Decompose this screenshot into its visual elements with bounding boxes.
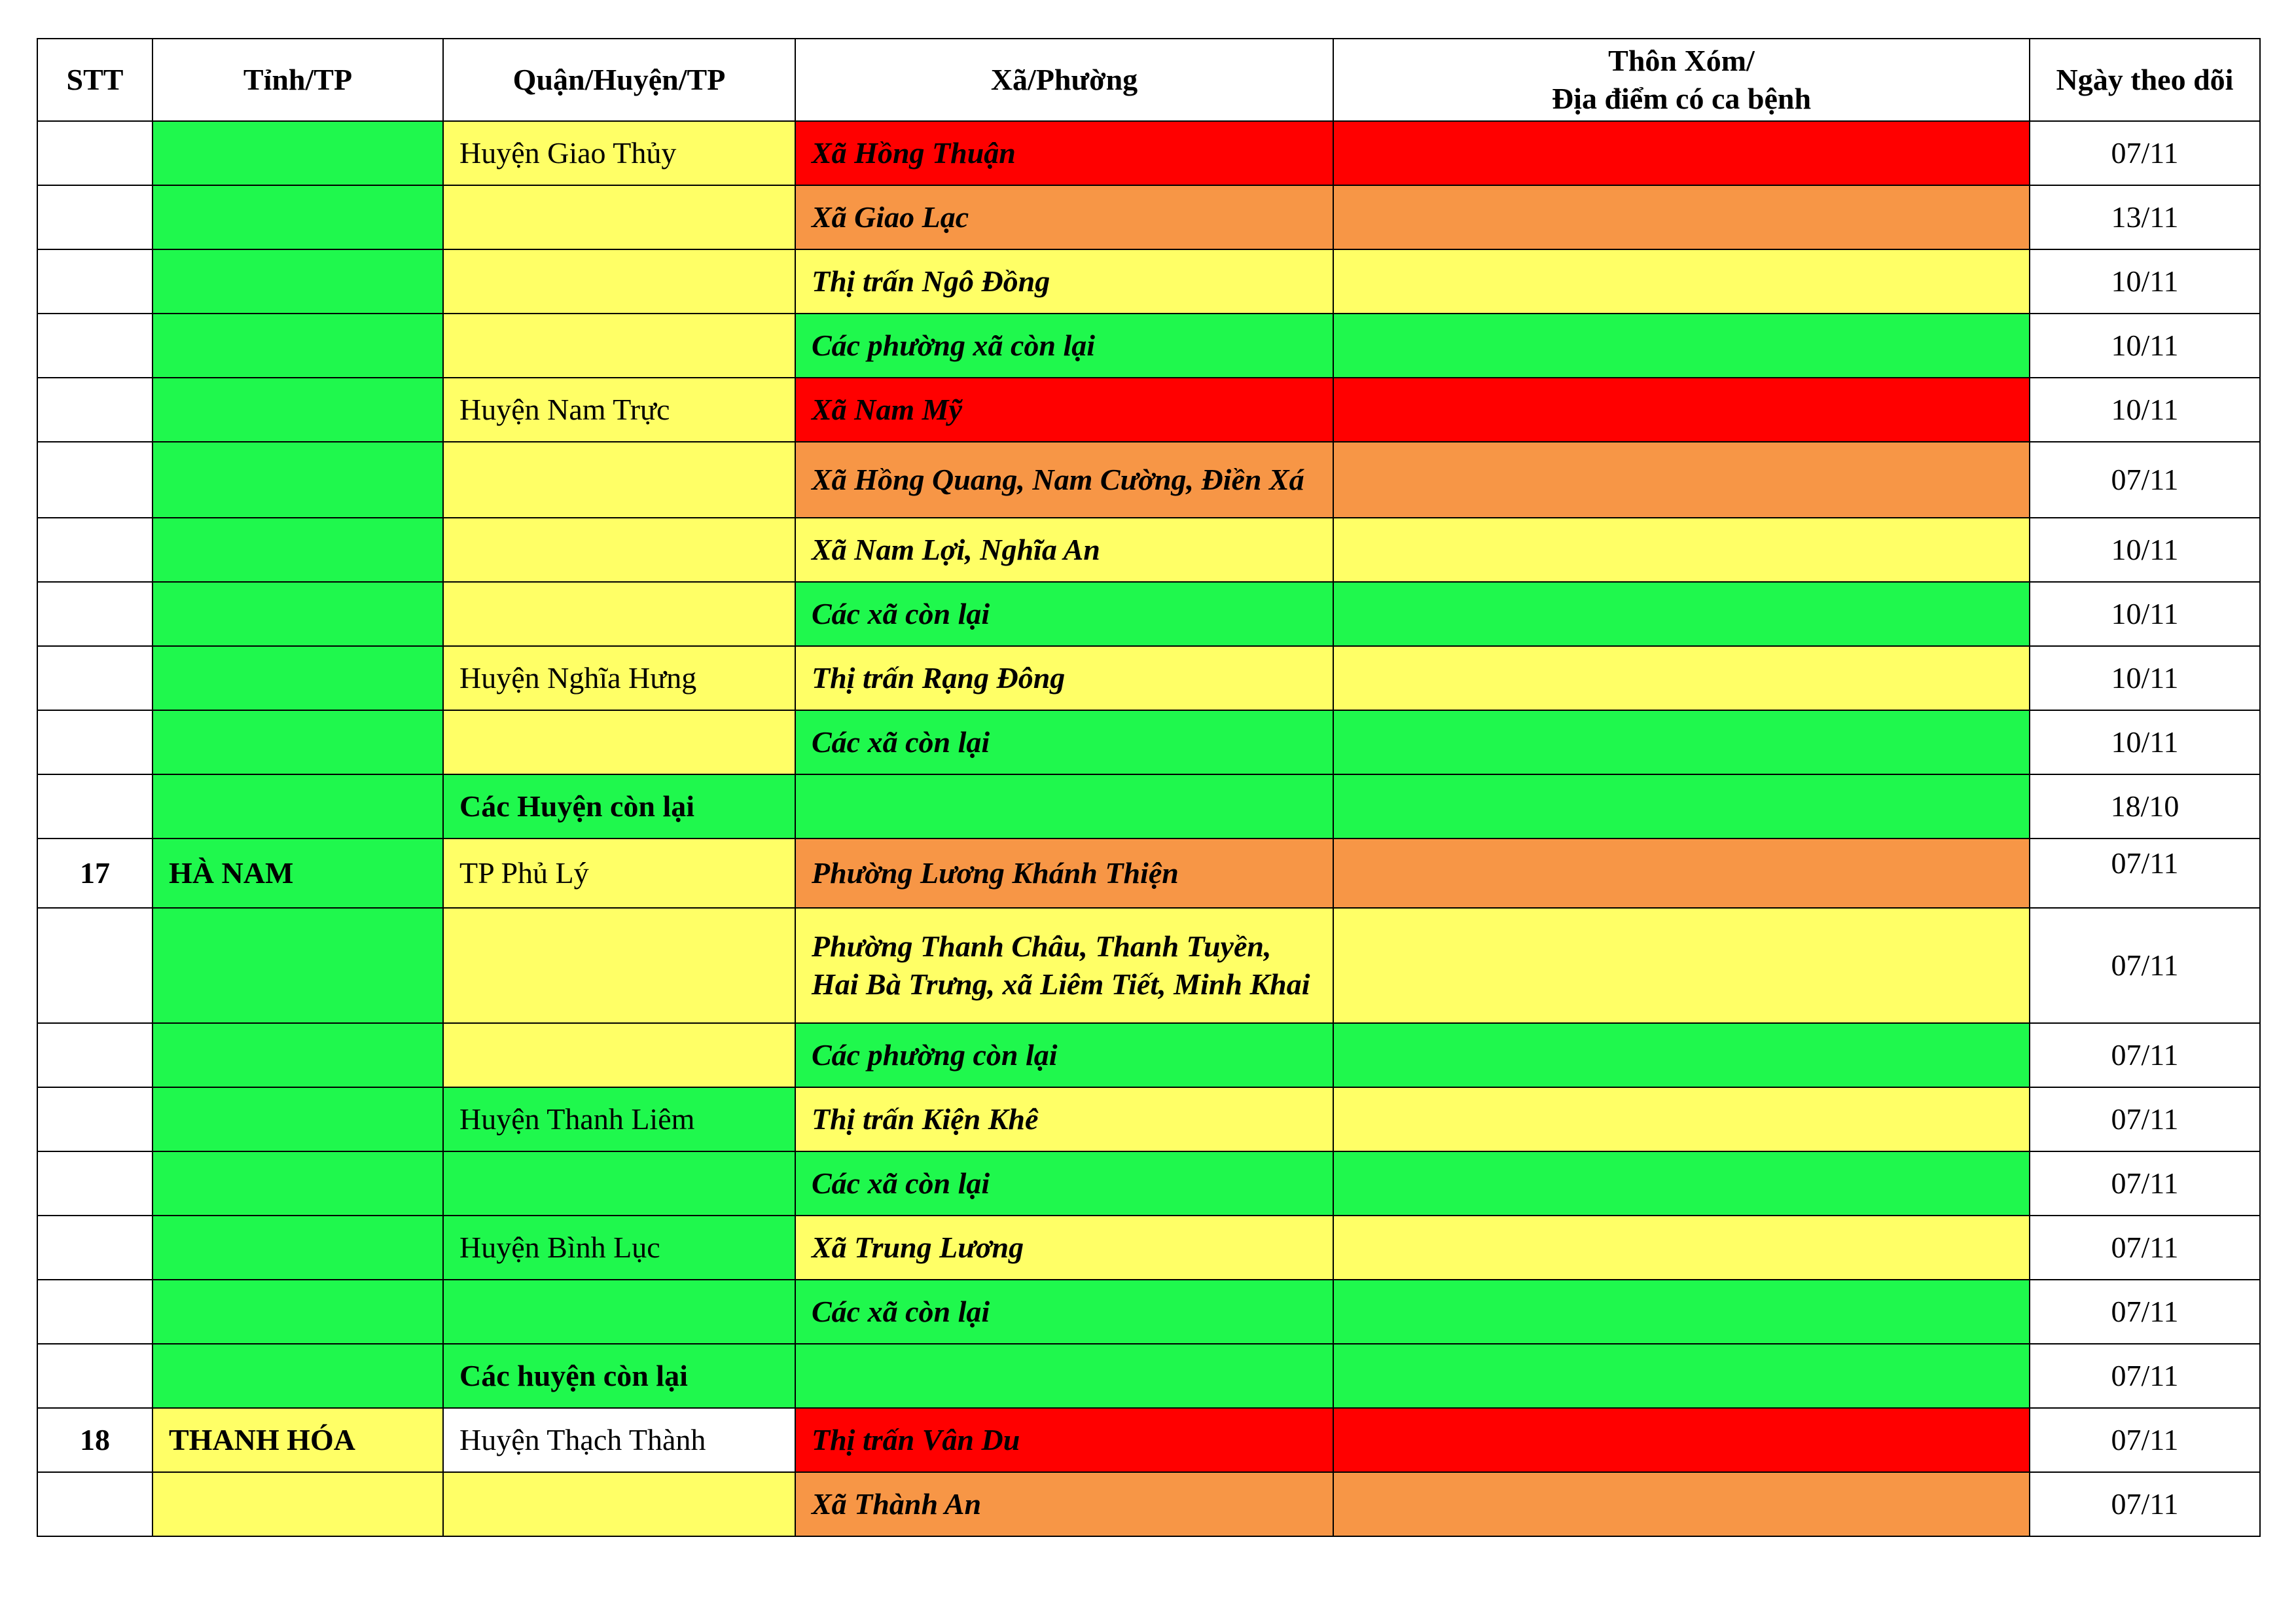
cell-date: 07/11 [2030,1151,2260,1216]
table-row [37,185,2260,249]
table-row [37,1023,2260,1087]
table-row [37,442,2260,518]
cell-hamlet [1333,710,2030,774]
cell-province [152,314,443,378]
cell-stt [37,121,152,185]
cell-hamlet [1333,1280,2030,1344]
cell-province: HÀ NAM [152,839,443,908]
cell-stt [37,314,152,378]
header-hamlet-line2: Địa điểm có ca bệnh [1551,82,1812,115]
cell-date: 07/11 [2030,908,2260,1023]
cell-ward: Các phường còn lại [795,1023,1333,1087]
cell-stt [37,1472,152,1536]
cell-date: 07/11 [2030,1472,2260,1536]
cell-stt: 18 [37,1408,152,1472]
cell-stt [37,518,152,582]
cell-date: 10/11 [2030,646,2260,710]
cell-province: THANH HÓA [152,1408,443,1472]
cell-stt [37,1151,152,1216]
cell-ward [795,774,1333,839]
cell-district [443,908,795,1023]
cell-ward: Thị trấn Kiện Khê [795,1087,1333,1151]
table-row [37,582,2260,646]
cell-ward: Thị trấn Rạng Đông [795,646,1333,710]
cell-stt [37,1280,152,1344]
table-row [37,1216,2260,1280]
header-district: Quận/Huyện/TP [443,39,795,121]
cell-stt [37,442,152,518]
table-row [37,378,2260,442]
cell-district [443,1472,795,1536]
cell-stt [37,908,152,1023]
cell-date: 10/11 [2030,249,2260,314]
cell-hamlet [1333,518,2030,582]
cell-district: Huyện Thạch Thành [443,1408,795,1472]
table-row [37,518,2260,582]
cell-province [152,1344,443,1408]
table-row [37,908,2260,1023]
cell-ward: Xã Hồng Quang, Nam Cường, Điền Xá [795,442,1333,518]
cell-ward: Các xã còn lại [795,582,1333,646]
cell-ward: Xã Trung Lương [795,1216,1333,1280]
table-row [37,249,2260,314]
table-row [37,1087,2260,1151]
cell-date: 10/11 [2030,582,2260,646]
cell-province [152,1280,443,1344]
cell-hamlet [1333,1408,2030,1472]
cell-stt [37,1216,152,1280]
cell-province [152,646,443,710]
cell-hamlet [1333,121,2030,185]
cell-stt [37,1087,152,1151]
cell-province [152,121,443,185]
cell-hamlet [1333,1151,2030,1216]
cell-stt [37,1344,152,1408]
table-row [37,1408,2260,1472]
cell-date: 07/11 [2030,1344,2260,1408]
cell-ward: Thị trấn Vân Du [795,1408,1333,1472]
cell-hamlet [1333,1216,2030,1280]
cell-district: Huyện Bình Lục [443,1216,795,1280]
cell-date: 07/11 [2030,1280,2260,1344]
cell-ward: Xã Nam Lợi, Nghĩa An [795,518,1333,582]
cell-date: 07/11 [2030,1408,2260,1472]
cell-province [152,1472,443,1536]
cell-district [443,314,795,378]
cell-hamlet [1333,774,2030,839]
cell-province [152,908,443,1023]
table-row [37,1151,2260,1216]
cell-district [443,710,795,774]
cell-date: 10/11 [2030,518,2260,582]
cell-hamlet [1333,249,2030,314]
cell-district: TP Phủ Lý [443,839,795,908]
cell-province [152,582,443,646]
cell-hamlet [1333,839,2030,908]
cell-stt [37,249,152,314]
cell-date: 13/11 [2030,185,2260,249]
cell-stt [37,774,152,839]
header-province: Tỉnh/TP [152,39,443,121]
cell-district: Huyện Nghĩa Hưng [443,646,795,710]
cell-district: Huyện Nam Trực [443,378,795,442]
cell-stt [37,1023,152,1087]
cell-ward [795,1344,1333,1408]
cell-hamlet [1333,1087,2030,1151]
cell-date: 07/11 [2030,839,2260,908]
table-row [37,314,2260,378]
cell-stt [37,582,152,646]
cell-ward: Các xã còn lại [795,1151,1333,1216]
risk-level-table [37,38,2261,1537]
cell-date: 10/11 [2030,378,2260,442]
cell-province [152,249,443,314]
cell-district [443,442,795,518]
header-hamlet [1333,39,2030,121]
table-row [37,710,2260,774]
cell-hamlet [1333,442,2030,518]
table-header-row [37,39,2260,121]
cell-province [152,710,443,774]
cell-district [443,518,795,582]
cell-province [152,1151,443,1216]
table-row [37,839,2260,908]
cell-stt: 17 [37,839,152,908]
cell-stt [37,378,152,442]
cell-date: 10/11 [2030,710,2260,774]
cell-ward: Xã Thành An [795,1472,1333,1536]
cell-hamlet [1333,1023,2030,1087]
cell-district [443,249,795,314]
cell-province [152,442,443,518]
cell-ward: Các xã còn lại [795,710,1333,774]
cell-stt [37,646,152,710]
cell-hamlet [1333,646,2030,710]
cell-stt [37,710,152,774]
cell-district: Huyện Thanh Liêm [443,1087,795,1151]
cell-province [152,1023,443,1087]
cell-province [152,774,443,839]
cell-district [443,1280,795,1344]
cell-ward: Xã Hồng Thuận [795,121,1333,185]
cell-ward: Các phường xã còn lại [795,314,1333,378]
header-date: Ngày theo dõi [2030,39,2260,121]
table-row [37,774,2260,839]
cell-hamlet [1333,378,2030,442]
cell-date: 07/11 [2030,442,2260,518]
cell-hamlet [1333,1472,2030,1536]
cell-ward: Thị trấn Ngô Đồng [795,249,1333,314]
cell-date: 18/10 [2030,774,2260,839]
cell-province [152,1087,443,1151]
cell-date: 07/11 [2030,1216,2260,1280]
cell-date: 07/11 [2030,121,2260,185]
cell-ward: Xã Giao Lạc [795,185,1333,249]
cell-district: Các Huyện còn lại [443,774,795,839]
cell-district [443,582,795,646]
cell-hamlet [1333,314,2030,378]
header-stt: STT [37,39,152,121]
cell-date: 07/11 [2030,1023,2260,1087]
table-row [37,646,2260,710]
cell-hamlet [1333,582,2030,646]
cell-hamlet [1333,908,2030,1023]
header-hamlet-line1: Thôn Xóm/ [1608,44,1755,77]
cell-hamlet [1333,1344,2030,1408]
cell-district: Các huyện còn lại [443,1344,795,1408]
header-ward: Xã/Phường [795,39,1333,121]
cell-province [152,1216,443,1280]
cell-ward: Xã Nam Mỹ [795,378,1333,442]
cell-date: 07/11 [2030,1087,2260,1151]
cell-district [443,1023,795,1087]
cell-province [152,518,443,582]
cell-hamlet [1333,185,2030,249]
cell-ward: Phường Thanh Châu, Thanh Tuyền, Hai Bà Trưng, xã Liêm Tiết, Minh Khai [795,908,1333,1023]
cell-ward: Các xã còn lại [795,1280,1333,1344]
cell-ward: Phường Lương Khánh Thiện [795,839,1333,908]
table-row [37,1344,2260,1408]
table-row [37,121,2260,185]
cell-district: Huyện Giao Thủy [443,121,795,185]
cell-stt [37,185,152,249]
table-row [37,1280,2260,1344]
cell-province [152,185,443,249]
cell-province [152,378,443,442]
cell-district [443,185,795,249]
table-row [37,1472,2260,1536]
cell-date: 10/11 [2030,314,2260,378]
cell-district [443,1151,795,1216]
